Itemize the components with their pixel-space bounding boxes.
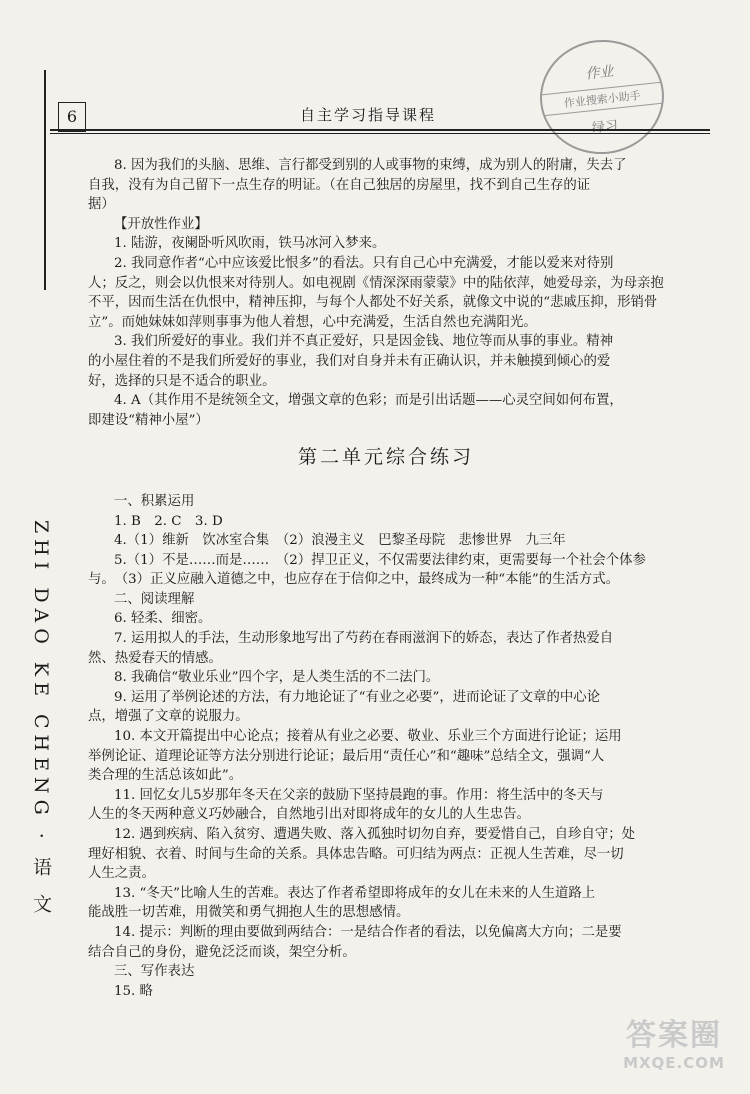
answer-line: 即建设“精神小屋”） [88, 412, 209, 428]
answer-line: 7. 运用拟人的手法，生动形象地写出了芍药在春雨滋润下的娇态，表达了作者热爱自 [114, 631, 614, 647]
answer-line: 然、热爱春天的情感。 [88, 650, 222, 666]
header-rule [50, 129, 710, 131]
answer-line: 立”。而她妹妹如萍则事事为他人着想，心中充满爱，生活自然也充满阳光。 [88, 314, 537, 330]
answer-line: 三、写作表达 [114, 964, 195, 980]
answer-line: 一、积累运用 [114, 493, 195, 509]
answer-line: 人生的冬天两种意义巧妙融合，自然地引出对即将成年的女儿的人生忠告。 [88, 807, 530, 823]
answer-line: 举例论证、道理论证等方法分别进行论证；最后用“责任心”和“趣味”总结全文，强调“人 [88, 748, 605, 764]
side-course-label: ZHI DAO KE CHENG · 语 文 [30, 520, 52, 919]
page-number: 6 [58, 102, 86, 132]
answer-line: 15. 略 [114, 983, 153, 999]
site-watermark [612, 1010, 736, 1076]
answer-line: 6. 轻柔、细密。 [114, 611, 212, 627]
unit-one-answers [88, 156, 684, 430]
stamp-line-3: 绿习 [591, 118, 619, 137]
stamp-line-2: 作业搜索小助手 [541, 82, 663, 116]
homework-stamp [534, 34, 669, 160]
answer-line: 12. 遇到疾病、陷入贫穷、遭遇失败、落入孤独时切勿自弃，要爱惜自己，自珍自守；处 [114, 827, 636, 842]
answer-line: 1. 陆游，夜阑卧听风吹雨，铁马冰河入梦来。 [114, 236, 386, 252]
answer-line: 4. A（其作用不是统领全文，增强文章的色彩；而是引出话题——心灵空间如何布置， [114, 393, 623, 409]
answer-line: 自我，没有为自己留下一点生存的明证。（在自己独居的房屋里，找不到自己生存的证 [88, 177, 591, 193]
answer-line: 11. 回忆女儿5岁那年冬天在父亲的鼓励下坚持晨跑的事。作用：将生活中的冬天与 [114, 787, 604, 803]
answer-line: 人；反之，则会以仇恨来对待别人。如电视剧《情深深雨蒙蒙》中的陆依萍，她爱母亲，为母亲抱 [88, 275, 664, 291]
unit-two-answers [88, 492, 684, 1001]
answer-line: 【开放性作业】 [114, 216, 208, 232]
answer-line: 结合自己的身份，避免泛泛而谈，架空分析。 [88, 944, 356, 960]
answer-line: 好，选择的只是不适合的职业。 [88, 373, 276, 389]
page-header-title: 自主学习指导课程 [300, 106, 437, 124]
answer-line: 点，增强了文章的说服力。 [88, 709, 249, 725]
answer-line: 不平，因而生活在仇恨中，精神压抑，与每个人都处不好关系，就像文中说的“悲戚压抑，形销骨 [88, 295, 658, 311]
answer-content [88, 156, 684, 1001]
answer-line: 能战胜一切苦难，用微笑和勇气拥抱人生的思想感情。 [88, 905, 410, 921]
answer-line: 二、阅读理解 [114, 591, 195, 607]
answer-line: 的小屋住着的不是我们所爱好的事业，我们对自身并未有正确认识，并未触摸到倾心的爱 [88, 353, 611, 369]
stamp-line-1: 作业 [584, 63, 615, 83]
answer-line: 与。 （3）正义应融入道德之中，也应存在于信仰之中，最终成为一种“本能”的生活方式。 [88, 572, 620, 588]
answer-line: 8. 因为我们的头脑、思维、言行都受到别的人或事物的束缚，成为别人的附庸，失去了 [114, 158, 627, 173]
answer-line: 1. B 2. C 3. D [114, 513, 223, 529]
answer-line: 13. “冬天”比喻人生的苦难。表达了作者希望即将成年的女儿在未来的人生道路上 [114, 885, 596, 901]
answer-line: 2. 我同意作者“心中应该爱比恨多”的看法。只有自己心中充满爱，才能以爱来对待别 [114, 255, 614, 271]
answer-line: 10. 本文开篇提出中心论点；接着从有业之必要、敬业、乐业三个方面进行论证；运用 [114, 729, 622, 745]
answer-line: 9. 运用了举例论述的方法，有力地论证了“有业之必要”，进而论证了文章的中心论 [114, 689, 601, 705]
answer-line: 4.（1）维新 饮冰室合集 （2）浪漫主义 巴黎圣母院 悲惨世界 九三年 [114, 533, 566, 549]
answer-line: 类合理的生活总该如此”。 [88, 768, 243, 784]
header-rule-thin [50, 133, 710, 134]
watermark-url: MXQE.COM [623, 1054, 725, 1072]
watermark-logo-text: 答案圈 [626, 1018, 722, 1053]
answer-line: 14. 提示：判断的理由要做到两结合：一是结合作者的看法，以免偏离大方向；二是要 [114, 924, 622, 940]
answer-line: 5.（1）不是……而是…… （2）捍卫正义，不仅需要法律约束，更需要每一个社会个体参 [114, 552, 646, 568]
answer-line: 8. 我确信“敬业乐业”四个字，是人类生活的不二法门。 [114, 670, 440, 686]
answer-line: 3. 我们所爱好的事业。我们并不真正爱好，只是因金钱、地位等而从事的事业。精神 [114, 334, 614, 350]
answer-line: 理好相貌、衣着、时间与生命的关系。具体忠告略。可归结为两点：正视人生苦难，尽一切 [88, 846, 624, 862]
section-title: 第二单元综合练习 [297, 446, 474, 469]
answer-line: 人生之责。 [88, 866, 155, 882]
left-margin-rule [44, 70, 46, 290]
answer-line: 据） [88, 197, 115, 213]
